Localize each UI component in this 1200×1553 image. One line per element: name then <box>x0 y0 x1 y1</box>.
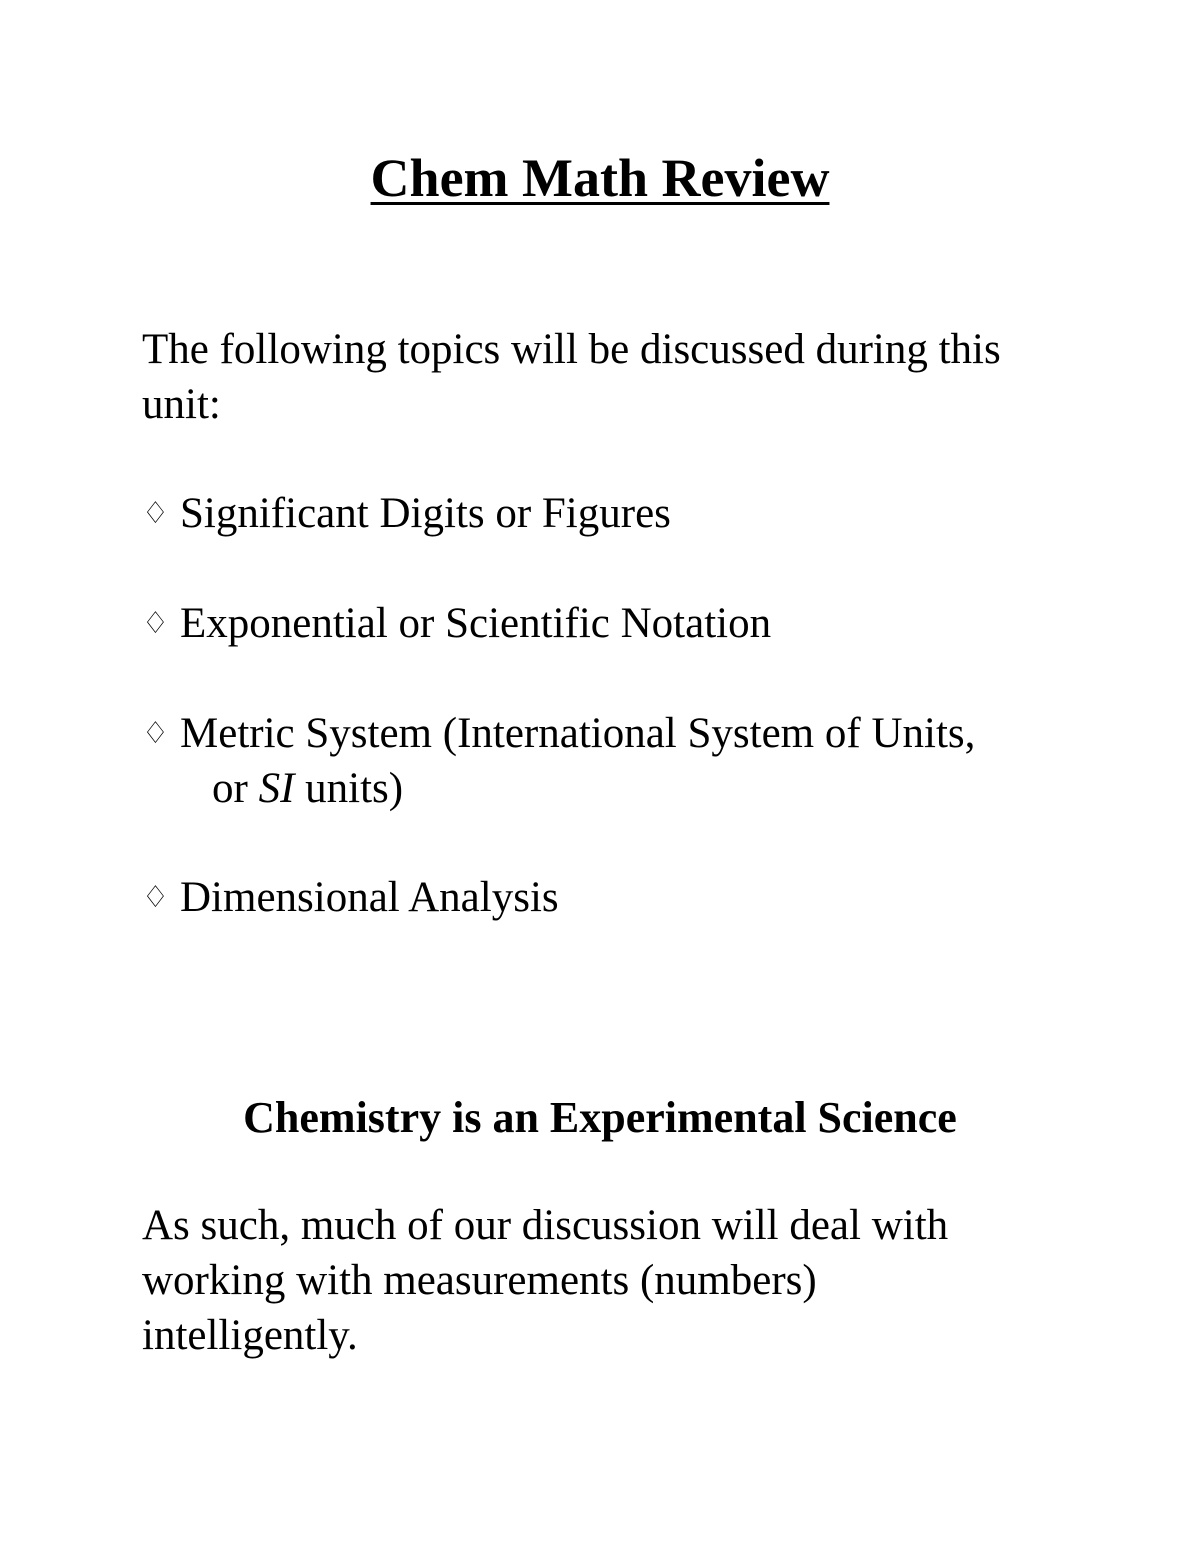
topic-text: Exponential or Scientific Notation <box>180 600 772 647</box>
topic-item <box>142 706 1072 816</box>
closing-paragraph: As such, much of our discussion will deal with working with measurements (numbers) intelligently. <box>142 1202 949 1359</box>
diamond-bullet-icon: ♢ <box>142 880 169 915</box>
diamond-bullet-icon: ♢ <box>142 496 169 531</box>
topic-text: Significant Digits or Figures <box>180 490 671 537</box>
section-heading: Chemistry is an Experimental Science <box>243 1093 957 1142</box>
page-title-text: Chem Math Review <box>370 148 830 208</box>
topic-text: Metric System (International System of Units, <box>180 710 976 757</box>
diamond-bullet-icon: ♢ <box>142 606 169 641</box>
topic-item <box>142 486 1072 541</box>
topic-item <box>142 596 1072 651</box>
diamond-bullet-icon: ♢ <box>142 716 169 751</box>
continuation-suffix: units) <box>294 765 404 812</box>
continuation-prefix: or <box>212 765 259 812</box>
topic-continuation <box>142 761 1072 816</box>
topic-text: Dimensional Analysis <box>180 874 559 921</box>
page-title <box>0 146 1200 210</box>
continuation-italic: SI <box>258 765 295 812</box>
intro-paragraph: The following topics will be discussed during this unit: <box>142 326 1001 428</box>
topic-item <box>142 870 1072 925</box>
